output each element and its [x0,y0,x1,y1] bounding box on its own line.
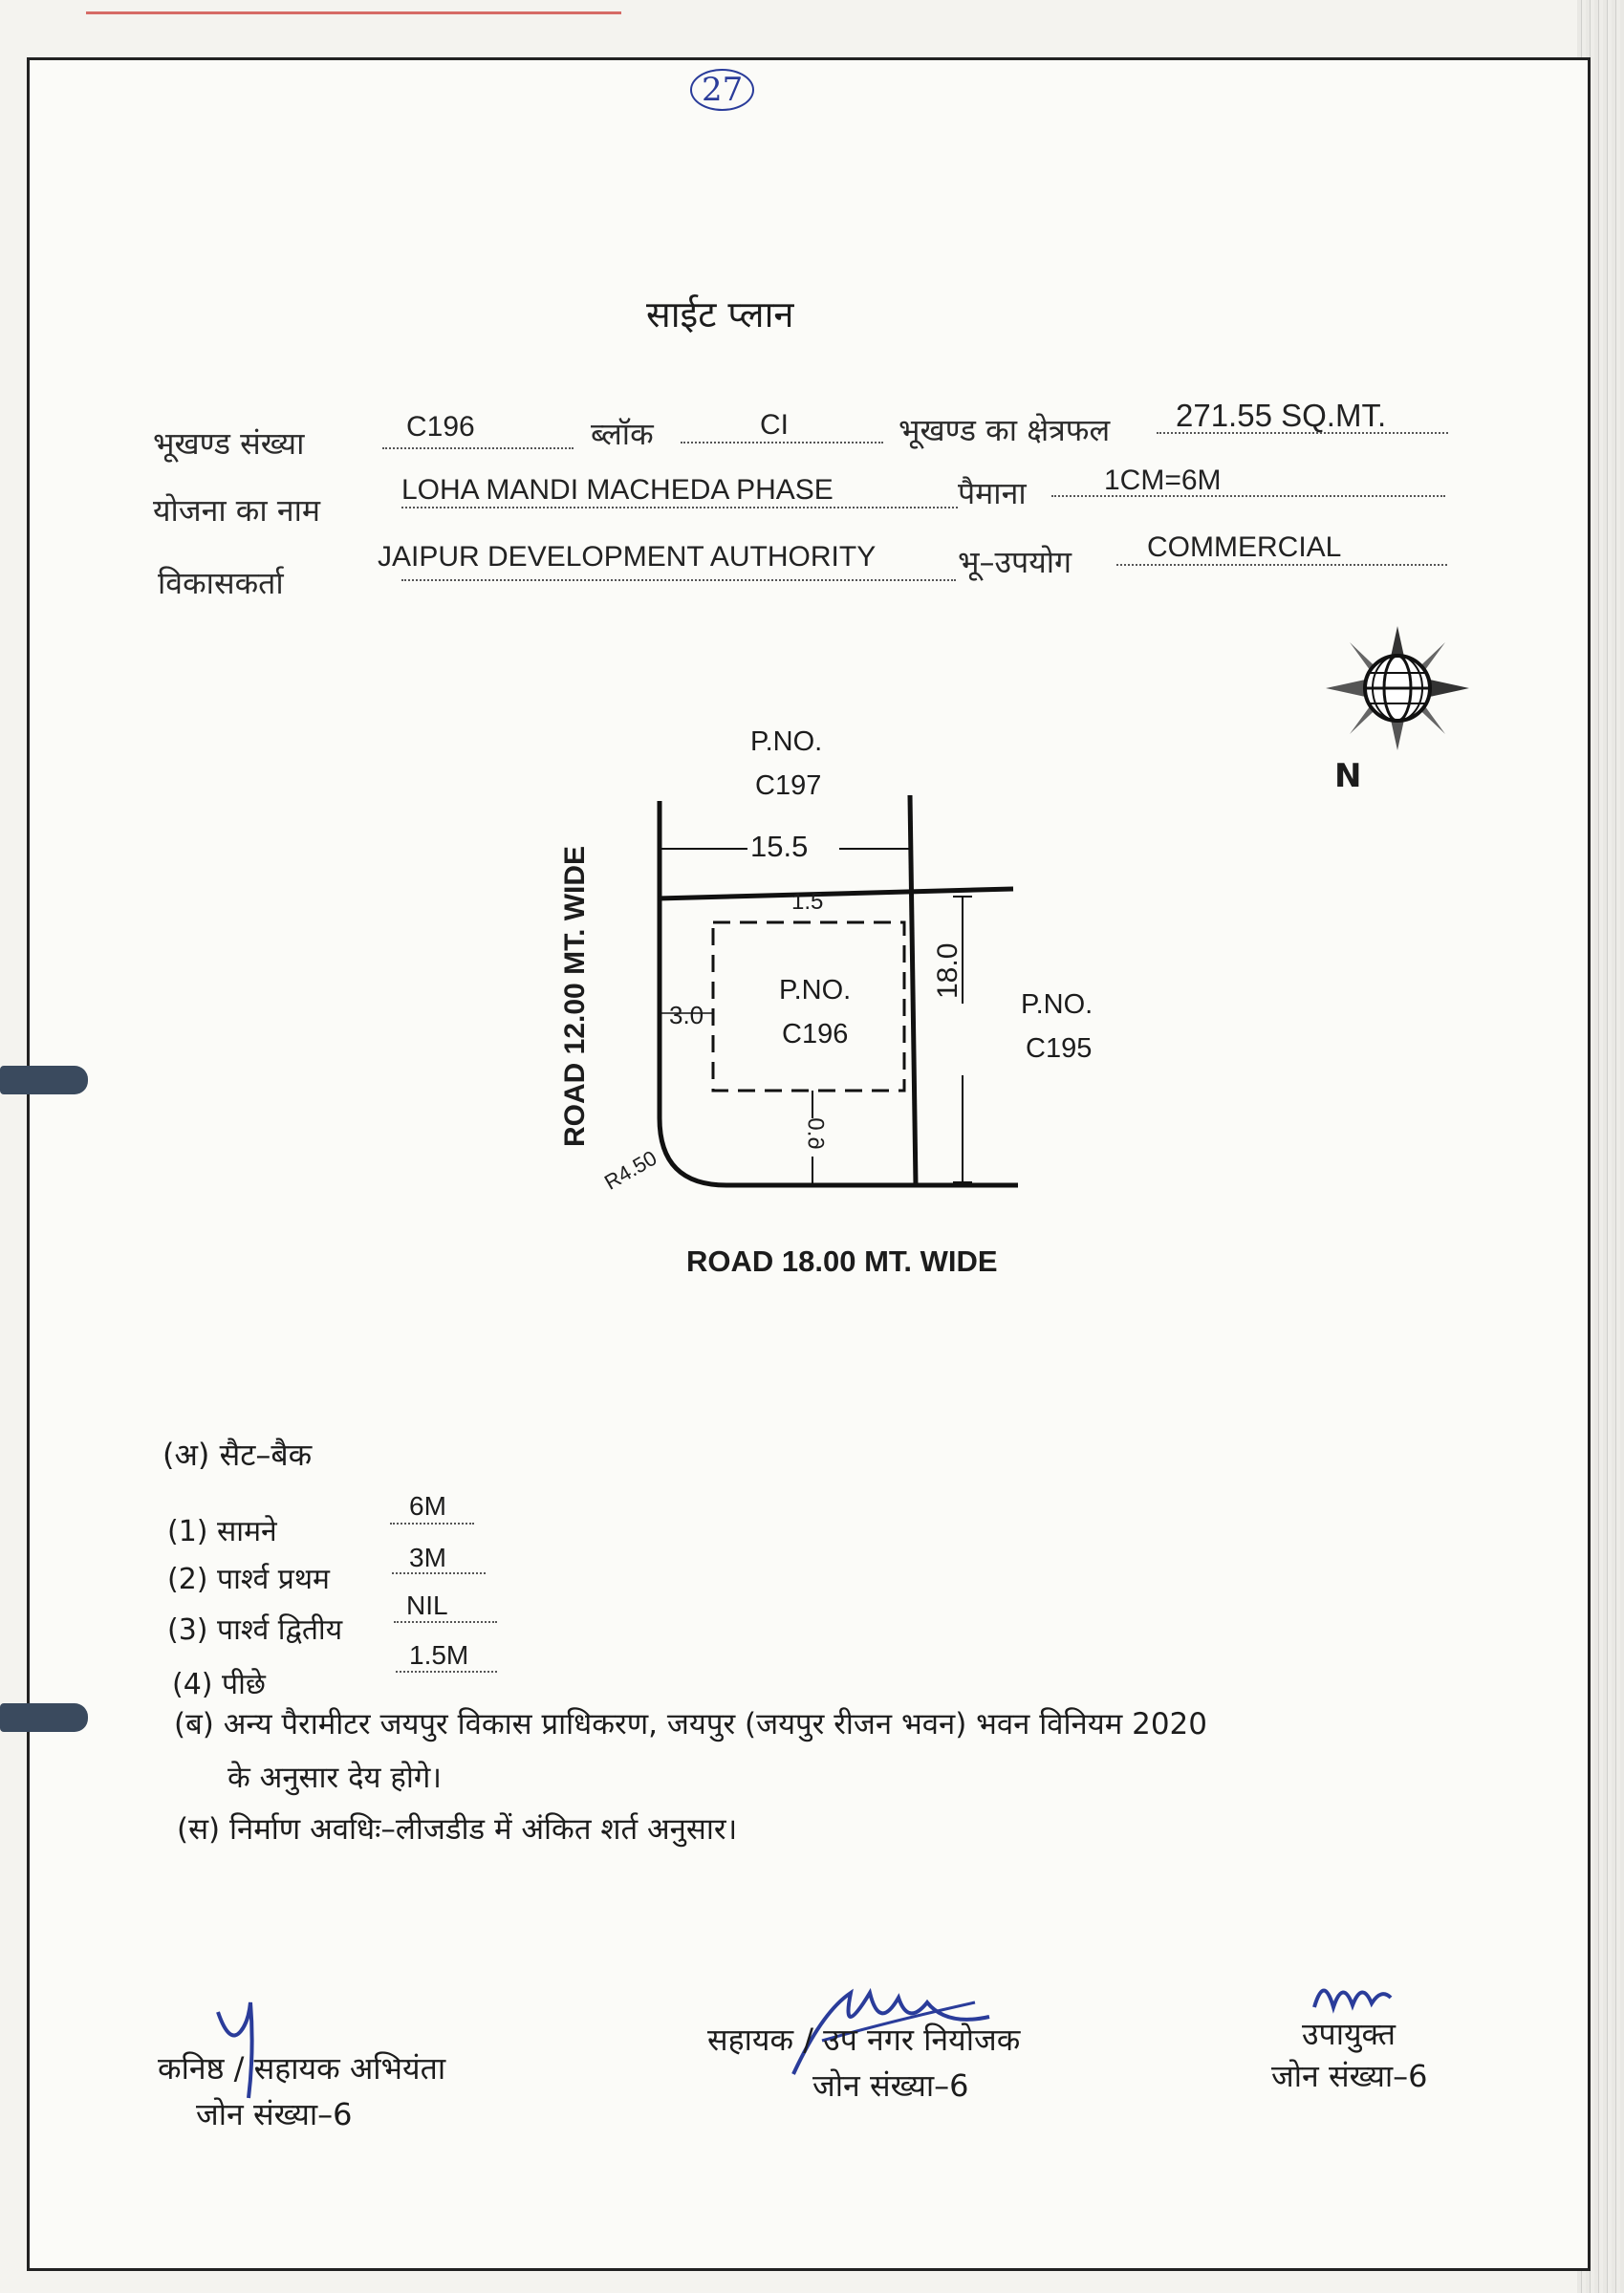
plot-no-label: भूखण्ड संख्या [153,425,305,462]
setback-side2-dotline [394,1621,497,1623]
developer-label: विकासकर्ता [158,565,284,601]
block-dotline [681,442,883,443]
setback-rear-label: (4) पीछे [172,1668,266,1701]
east-plot-number: C195 [1026,1033,1093,1064]
setback-rear-dimension: 1.5 [791,889,824,915]
landuse-dotline [1116,564,1447,566]
dimension-depth: 18.0 [932,942,964,999]
setback-front-dimension: 6.0 [802,1117,829,1150]
signatory-middle-zone: जोन संख्या–6 [812,2067,969,2104]
signatory-right-title: उपायुक्त [1302,2016,1396,2052]
binder-tag-upper [0,1066,88,1094]
setback-side1-value: 3M [409,1543,446,1572]
north-plot-number: C197 [755,770,822,801]
setback-side1-dotline [392,1572,486,1574]
setback-side1-label: (2) पार्श्व प्रथम [167,1563,330,1596]
block-label: ब्लॉक [591,416,654,452]
scale-label: पैमाना [958,475,1027,511]
plot-no-dotline [382,447,574,449]
landuse-value: COMMERCIAL [1147,531,1342,563]
scheme-label: योजना का नाम [153,492,321,529]
signatory-left-title: कनिष्ठ / सहायक अभियंता [158,2050,446,2087]
landuse-label: भू–उपयोग [958,544,1072,580]
setback-rear-value: 1.5M [409,1640,469,1670]
setback-front-label: (1) सामने [167,1515,277,1548]
north-label: N [1334,757,1362,795]
setback-side-dimension: 3.0 [669,1001,704,1029]
area-dotline [1157,432,1448,434]
note-b-line1: (ब) अन्य पैरामीटर जयपुर विकास प्राधिकरण, जयपुर (जयपुर रीजन भवन) भवन विनियम 2020 [174,1707,1207,1741]
east-plot-label: P.NO. [1021,989,1093,1020]
setbacks-heading: (अ) सैट–बैक [162,1437,313,1473]
south-road-label: ROAD 18.00 MT. WIDE [686,1244,998,1278]
center-plot-label: P.NO. [779,975,852,1006]
area-value: 271.55 SQ.MT. [1176,398,1387,433]
note-c-line: (स) निर्माण अवधिः–लीजडीड में अंकित शर्त अनुसार। [177,1812,738,1847]
west-road-label: ROAD 12.00 MT. WIDE [559,845,591,1147]
setback-front-value: 6M [409,1491,446,1521]
center-plot-number: C196 [782,1019,849,1049]
developer-value: JAIPUR DEVELOPMENT AUTHORITY [378,541,877,573]
north-plot-label: P.NO. [750,726,823,757]
scheme-dotline [401,507,958,508]
page-number: 27 [690,69,754,111]
setback-front-dotline [390,1523,474,1525]
setback-rear-dotline [396,1671,497,1673]
binder-tag-lower [0,1703,88,1732]
signatory-middle-title: सहायक / उप नगर नियोजक [707,2022,1021,2058]
block-value: CI [760,409,789,441]
area-label: भूखण्ड का क्षेत्रफल [899,412,1111,448]
note-b-line2: के अनुसार देय होगे। [227,1761,443,1795]
scale-value: 1CM=6M [1104,465,1222,496]
document-title: साईट प्लान [646,293,794,335]
corner-radius-label: R4.50 [600,1145,661,1195]
setback-side2-value: NIL [406,1590,448,1620]
top-red-mark [86,11,621,14]
plot-no-value: C196 [406,411,475,443]
developer-dotline [401,579,956,581]
scale-dotline [1051,495,1445,497]
signatory-right-zone: जोन संख्या–6 [1271,2058,1428,2094]
scheme-value: LOHA MANDI MACHEDA PHASE [401,474,834,506]
setback-side2-label: (3) पार्श्व द्वितीय [167,1613,343,1647]
signatory-left-zone: जोन संख्या–6 [196,2096,353,2132]
dimension-width: 15.5 [750,830,809,863]
